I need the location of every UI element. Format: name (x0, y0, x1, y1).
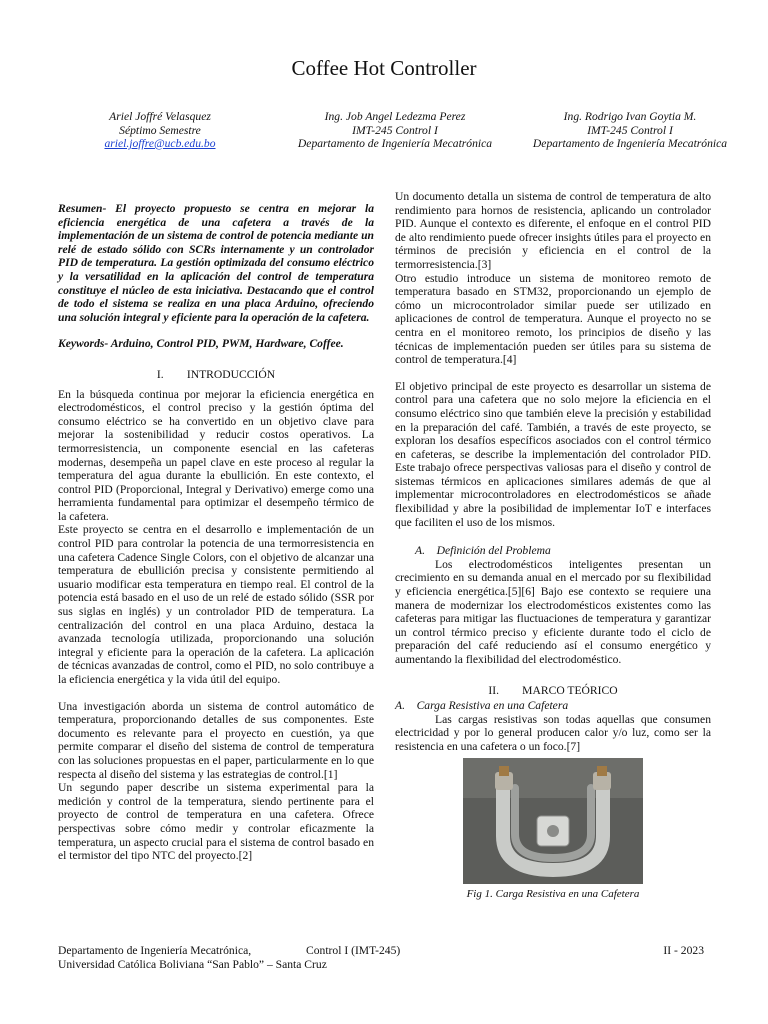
heating-element-image (463, 758, 643, 884)
left-column (58, 202, 374, 863)
author-1 (50, 110, 270, 151)
figure-resistive-load-photo (463, 758, 643, 884)
paragraph: Este proyecto se centra en el desarrollo e implementación de un control PID para controlar la potencia de una termorresistencia en una cafetera Cadence Single Colors, con el objetivo de alcanzar una temperatura de ebullición precisa y consistente permitiendo al usuario modificar esta temperatura en tiempo real. El control de la potencia está basado en el uso de un relé de estado sólido (SSR por sus siglas en inglés) y un controlador PID de temperatura. La centralización del control en una placa Arduino, destaca la avanzada tecnología utilizada, proporcionando una solución integral y eficiente para la operación de la cafetera. La aplicación de técnicas avanzadas de control, como el PID, no solo contribuye a la eficiencia energética y la vida útil del equipo. (58, 523, 374, 686)
paragraph: Los electrodomésticos inteligentes presentan un crecimiento en su demanda anual en el mercado por su flexibilidad y eficiencia energética.[5][6] Bajo ese contexto se requiere una manera de modernizar los electrodomésticos existentes como las cafeteras para mitigar las fluctuaciones de temperatura y garantizar un control térmico preciso y eficiente durante todo el ciclo de preparación del café reduciendo así el consumo energético y aumentando la flexibilidad del electrodoméstico. (395, 557, 711, 666)
subsection-heading-problem: A. Definición del Problema (415, 544, 551, 558)
author-department: Departamento de Ingeniería Mecatrónica (297, 137, 493, 150)
figure-caption: Fig 1. Carga Resistiva en una Cafetera (466, 887, 640, 900)
author-email-link[interactable]: ariel.joffre@ucb.edu.bo (104, 137, 216, 150)
keywords: Keywords- Arduino, Control PID, PWM, Hardware, Coffee. (58, 337, 344, 351)
author-affiliation: IMT-245 Control I (352, 123, 438, 137)
paragraph: Otro estudio introduce un sistema de monitoreo remoto de temperatura basado en STM32, proporcionando un ejemplo de cómo un microcontrolador similar puede ser utilizado en aplicaciones de control de temperatura. Aunque el proyecto no se centra en el monitoreo remoto, los principios de diseño y las técnicas de implementación pueden ser útiles para su sistema de control de temperatura.[4] (395, 271, 711, 367)
footer-course: Control I (IMT-245) (306, 944, 401, 957)
section-heading-marco-teorico: II. MARCO TEÓRICO (488, 683, 618, 697)
author-2 (285, 110, 505, 151)
footer-university: Universidad Católica Boliviana “San Pablo” – Santa Cruz (58, 958, 327, 971)
subsection-heading-carga-resistiva: A. Carga Resistiva en una Cafetera (395, 699, 569, 713)
footer-department: Departamento de Ingeniería Mecatrónica, (58, 944, 252, 957)
paragraph: Las cargas resistivas son todas aquellas que consumen electricidad y por lo general producen calor y/o luz, como ser la resistencia en una cafetera o un foco.[7] (395, 712, 711, 753)
author-affiliation: Séptimo Semestre (119, 123, 201, 137)
author-3 (520, 110, 740, 151)
paragraph: El objetivo principal de este proyecto es desarrollar un sistema de control para una cafetera que no solo mejore la eficiencia en el consumo eléctrico sino que también eleve la precisión y estabilidad en la preparación del café. También, a través de este proyecto, se exploran los desafíos específicos asociados con el control térmico en cafeteras, se describe la implementación del controlador PID. Este trabajo ofrece perspectivas valiosas para el diseño y control de sistemas térmicos en aplicaciones similares además de que al implementar microcontroladores en electrodomésticos se añade flexibilidad y abre la posibilidad de implementar IoT e interfaces que faciliten el uso de los mismos. (395, 379, 711, 529)
paragraph: Un documento detalla un sistema de control de temperatura de alto rendimiento para hornos de resistencia, aplicando un controlador PID. Aunque el contexto es diferente, el enfoque en el control PID de alto rendimiento puede ofrecer insights útiles para el proyecto en términos de precisión y eficiencia en el control de la termorresistencia.[3] (395, 190, 711, 271)
author-name: Ing. Job Angel Ledezma Perez (324, 110, 466, 123)
footer-term: II - 2023 (663, 944, 704, 957)
author-name: Ing. Rodrigo Ivan Goytia M. (563, 110, 697, 123)
paragraph: Una investigación aborda un sistema de control automático de temperatura, proporcionando detalles de sus componentes. Este documento es relevante para el proyecto en cuestión, ya que permite comparar el diseño del sistema de control de temperatura con las soluciones propuestas en el paper, particularmente en lo que respecta al diseño del sistema y las estrategias de control.[1] (58, 699, 374, 781)
author-affiliation: IMT-245 Control I (587, 123, 673, 137)
abstract: Resumen- El proyecto propuesto se centra en mejorar la eficiencia energética de una cafetera a través de la implementación de un sistema de control de potencia mediante un relé de estado sólido con SCRs internamente y un controlador PID de temperatura. La gestión optimizada del consumo eléctrico y la versatilidad en la aplicación del control de temperatura constituye el núcleo de esta iniciativa. Destacando que el control de todo el sistema se realiza en una placa Arduino, ofreciendo una solución integral y eficiente para la operación de la cafetera. (58, 202, 374, 324)
section-heading-introduction: I. INTRODUCCIÓN (156, 367, 276, 381)
page-footer (58, 944, 704, 972)
paragraph: Un segundo paper describe un sistema experimental para la medición y control de la temperatura, siendo pertinente para el proyecto de control de temperatura en una cafetera. Ofrece perspectivas sobre cómo medir y controlar eficazmente la temperatura, un aspecto crucial para el sistema de control basado en el termistor del tipo NTC del proyecto.[2] (58, 781, 374, 863)
author-department: Departamento de Ingeniería Mecatrónica (532, 137, 728, 150)
paper-title: Coffee Hot Controller (291, 56, 477, 80)
author-block (50, 110, 740, 151)
author-name: Ariel Joffré Velasquez (109, 110, 211, 123)
right-column (395, 190, 711, 901)
paragraph: En la búsqueda continua por mejorar la eficiencia energética en electrodomésticos, el control preciso y la gestión óptima del consumo eléctrico se ha convertido en un objetivo clave para mejorar la sostenibilidad y reducir costos operativos. La termorresistencia, un componente esencial en las cafeteras modernas, desempeña un papel clave en este proceso al regular la temperatura del agua durante la ebullición. En este contexto, el control PID (Proporcional, Integral y Derivativo) emerge como una herramienta fundamental para optimizar el desempeño térmico de la cafetera. (58, 387, 374, 523)
